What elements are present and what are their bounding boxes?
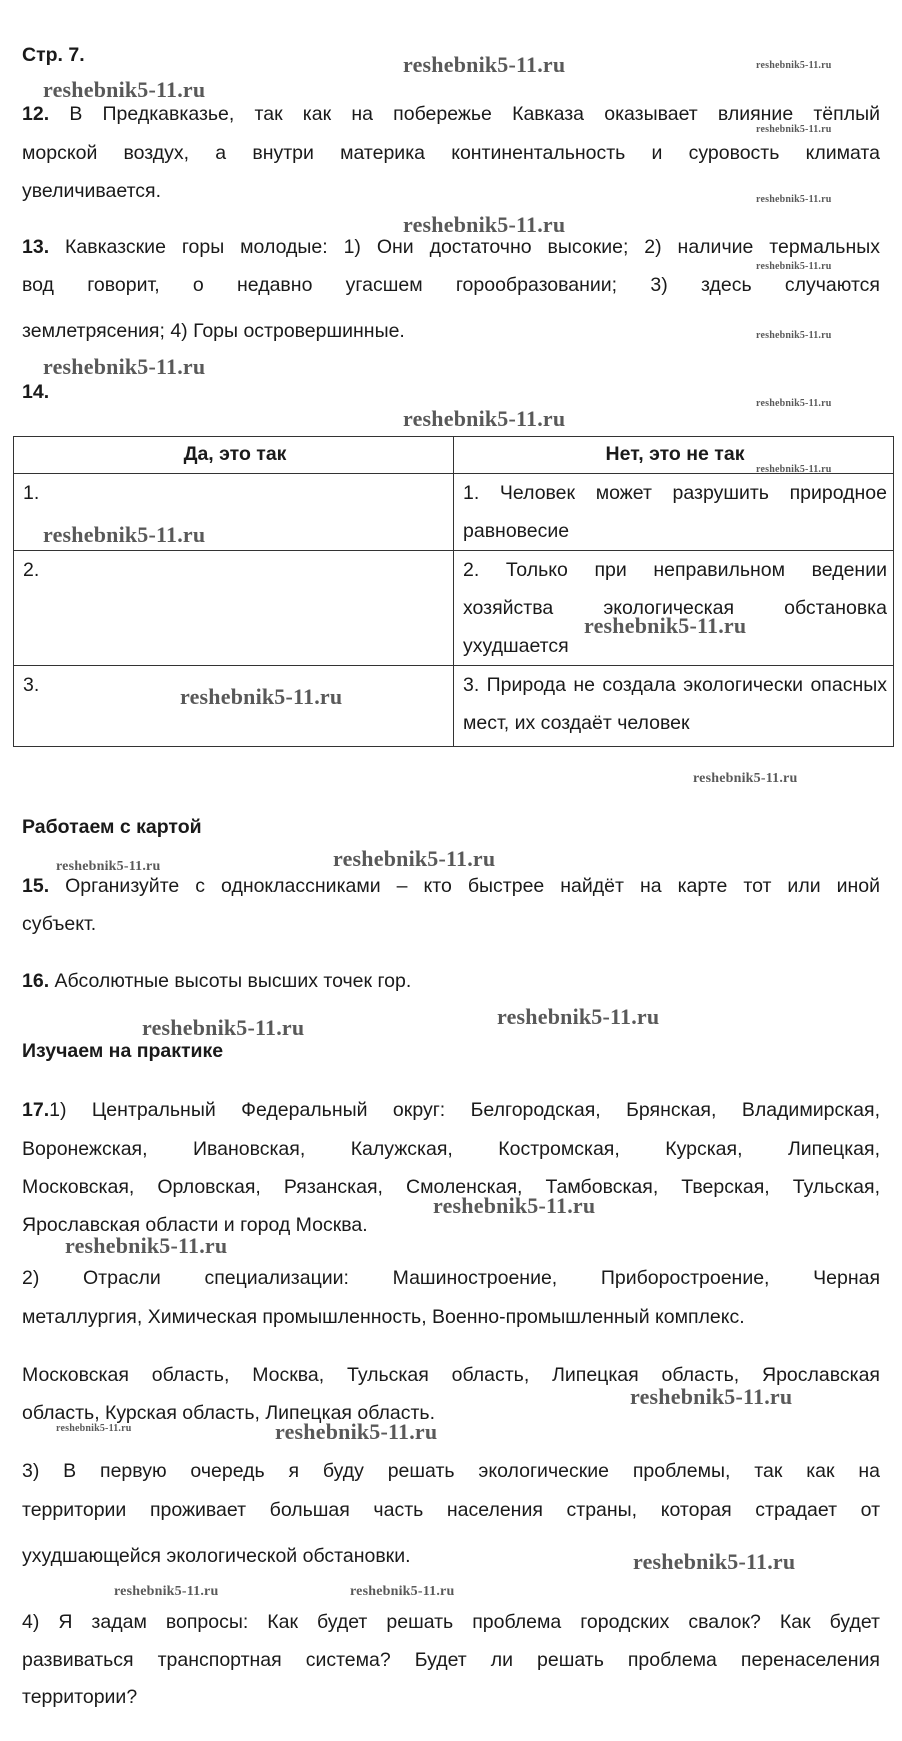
watermark: reshebnik5-11.ru <box>56 859 161 874</box>
q15-text-1: Организуйте с одноклассниками – кто быстрее найдёт на карте тот или иной <box>65 875 880 897</box>
watermark: reshebnik5-11.ru <box>433 1193 596 1218</box>
q13-text-1: Кавказские горы молодые: 1) Они достаточно высокие; 2) наличие термальных <box>65 236 880 258</box>
q17-p1-line-1 <box>22 1099 880 1121</box>
watermark: reshebnik5-11.ru <box>756 398 832 409</box>
q15-number: 15. <box>22 875 50 897</box>
q14-row2-yes: 2. <box>14 551 454 666</box>
q16-line <box>22 970 880 992</box>
table-row <box>14 551 894 666</box>
q14-table <box>13 436 894 747</box>
watermark: reshebnik5-11.ru <box>756 261 832 272</box>
watermark: reshebnik5-11.ru <box>114 1584 219 1599</box>
q17-p1-line-3: Московская, Орловская, Рязанская, Смоленская, Тамбовская, Тверская, Тульская, <box>22 1176 880 1198</box>
watermark: reshebnik5-11.ru <box>756 194 832 205</box>
q17-number: 17. <box>22 1099 50 1121</box>
q14-number: 14. <box>22 381 50 403</box>
watermark: reshebnik5-11.ru <box>756 124 832 135</box>
q16-number: 16. <box>22 970 50 992</box>
q17-p3-line-2: территории проживает большая часть населения страны, которая страдает от <box>22 1499 880 1521</box>
q14-row2-no: 2. Только при неправильном ведении хозяйства экологическая обстановка ухудшается <box>454 551 894 666</box>
q14-row3-yes: 3. <box>14 666 454 747</box>
q14-header-no: Нет, это не так <box>454 437 894 474</box>
watermark: reshebnik5-11.ru <box>693 771 798 786</box>
watermark: reshebnik5-11.ru <box>142 1015 305 1040</box>
q12-number: 12. <box>22 103 50 125</box>
watermark: reshebnik5-11.ru <box>584 613 747 638</box>
watermark: reshebnik5-11.ru <box>403 406 566 431</box>
q17-p2b-line-2: область, Курская область, Липецкая область. <box>22 1402 436 1424</box>
page-label: Стр. 7. <box>22 44 85 66</box>
q17-p2-line-2: металлургия, Химическая промышленность, Военно-промышленный комплекс. <box>22 1306 745 1328</box>
watermark: reshebnik5-11.ru <box>403 212 566 237</box>
q14-row1-yes: 1. <box>14 474 454 551</box>
watermark: reshebnik5-11.ru <box>43 354 206 379</box>
q17-p4-line-3: территории? <box>22 1686 138 1708</box>
q17-p4-line-2: развиваться транспортная система? Будет ли решать проблема перенаселения <box>22 1649 880 1671</box>
q15-line-1 <box>22 875 880 897</box>
q17-p3-line-1: 3) В первую очередь я буду решать экологические проблемы, так как на <box>22 1460 880 1482</box>
q17-p1-line-4: Ярославская области и город Москва. <box>22 1214 368 1236</box>
watermark: reshebnik5-11.ru <box>275 1419 438 1444</box>
q17-p3-line-3: ухудшающейся экологической обстановки. <box>22 1545 411 1567</box>
q13-line-3: землетрясения; 4) Горы островершинные. <box>22 320 405 342</box>
q12-text-1: В Предкавказье, так как на побережье Кавказа оказывает влияние тёплый <box>69 103 880 125</box>
watermark: reshebnik5-11.ru <box>43 522 206 547</box>
q14-row3-no: 3. Природа не создала экологически опасных мест, их создаёт человек <box>454 666 894 747</box>
watermark: reshebnik5-11.ru <box>497 1004 660 1029</box>
watermark: reshebnik5-11.ru <box>630 1384 793 1409</box>
watermark: reshebnik5-11.ru <box>633 1549 796 1574</box>
q12-line-2: морской воздух, а внутри материка континентальность и суровость климата <box>22 142 880 164</box>
q14-row1-no: 1. Человек может разрушить природное равновесие <box>454 474 894 551</box>
q13-number: 13. <box>22 236 50 258</box>
q13-line-1 <box>22 236 880 258</box>
watermark: reshebnik5-11.ru <box>56 1423 132 1434</box>
watermark: reshebnik5-11.ru <box>333 846 496 871</box>
q17-p2b-line-1: Московская область, Москва, Тульская область, Липецкая область, Ярославская <box>22 1364 880 1386</box>
q17-p1-line-2: Воронежская, Ивановская, Калужская, Костромская, Курская, Липецкая, <box>22 1138 880 1160</box>
watermark: reshebnik5-11.ru <box>65 1233 228 1258</box>
section-map-title: Работаем с картой <box>22 816 202 838</box>
q14-header-yes: Да, это так <box>14 437 454 474</box>
q12-line-3: увеличивается. <box>22 180 162 202</box>
q15-line-2: субъект. <box>22 913 97 935</box>
q12-line-1 <box>22 103 880 125</box>
q17-p2-line-1: 2) Отрасли специализации: Машиностроение, Приборостроение, Черная <box>22 1267 880 1289</box>
table-row <box>14 666 894 747</box>
watermark: reshebnik5-11.ru <box>756 464 832 475</box>
q17-p1-text-1: 1) Центральный Федеральный округ: Белгородская, Брянская, Владимирская, <box>49 1099 880 1121</box>
watermark: reshebnik5-11.ru <box>180 684 343 709</box>
watermark: reshebnik5-11.ru <box>756 330 832 341</box>
section-practice-title: Изучаем на практике <box>22 1040 224 1062</box>
watermark: reshebnik5-11.ru <box>350 1584 455 1599</box>
q16-text: Абсолютные высоты высших точек гор. <box>54 970 412 992</box>
watermark: reshebnik5-11.ru <box>403 52 566 77</box>
q17-p4-line-1: 4) Я задам вопросы: Как будет решать проблема городских свалок? Как будет <box>22 1611 880 1633</box>
q13-line-2: вод говорит, о недавно угасшем горообразовании; 3) здесь случаются <box>22 274 880 296</box>
watermark: reshebnik5-11.ru <box>43 77 206 102</box>
watermark: reshebnik5-11.ru <box>756 60 832 71</box>
